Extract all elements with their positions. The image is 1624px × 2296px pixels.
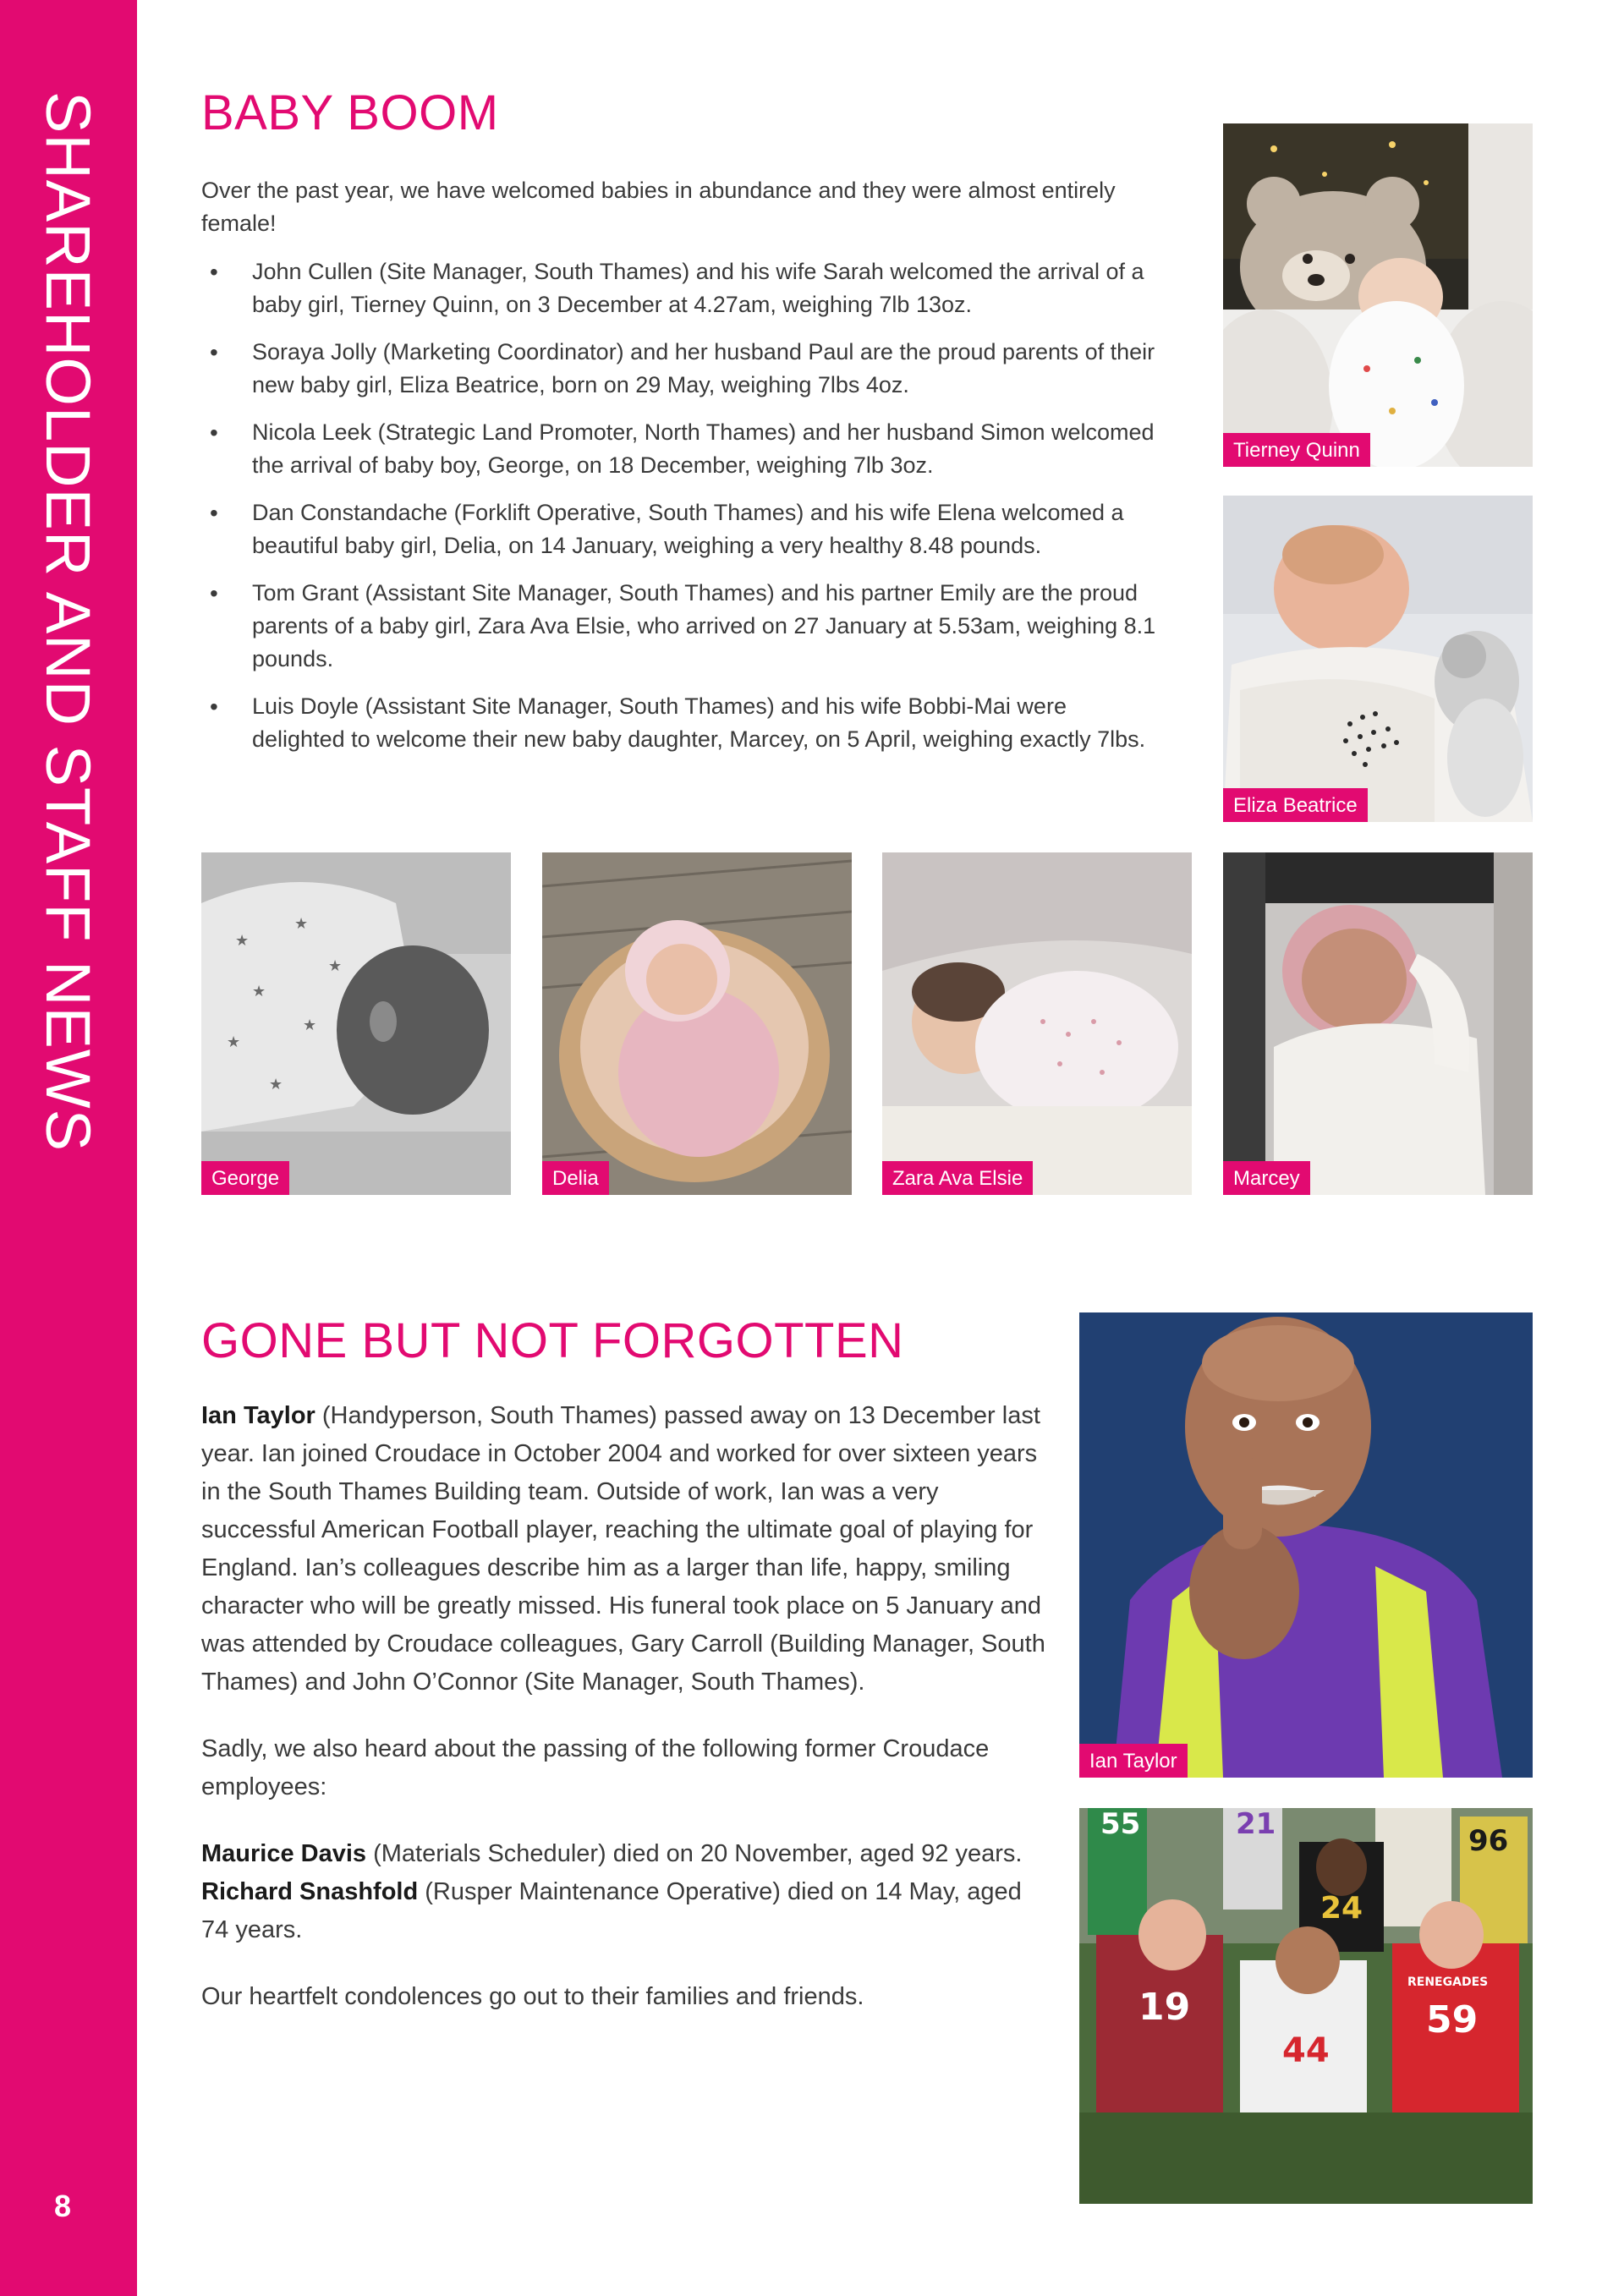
baby-george-image — [201, 852, 511, 1195]
list-item: • John Cullen (Site Manager, South Thames) and his wife Sarah welcomed the arrival of a baby girl, Tierney Quinn, on 3 December at 4.27am, weighing 7lb 13oz. — [201, 255, 1161, 321]
baby-zara-image — [882, 852, 1192, 1195]
photo-caption: Marcey — [1223, 1161, 1310, 1195]
photo-eliza-beatrice — [1223, 496, 1533, 822]
svg-text:★: ★ — [294, 915, 309, 932]
photo-tierney-quinn — [1223, 123, 1533, 467]
photo-george — [201, 852, 511, 1195]
baby-sleeping-image — [1223, 496, 1533, 822]
baby-boom-heading: BABY BOOM — [201, 85, 499, 140]
list-item: • Soraya Jolly (Marketing Coordinator) and her husband Paul are the proud parents of their new baby girl, Eliza Beatrice, born on 29 May, weighing 7lbs 4oz. — [201, 336, 1161, 402]
svg-text:★: ★ — [303, 1016, 317, 1033]
gone-text — [201, 1397, 1047, 2045]
baby-list — [201, 255, 1161, 756]
richard-snashfold-name: Richard Snashfold — [201, 1878, 419, 1905]
list-item: • Tom Grant (Assistant Site Manager, South Thames) and his partner Emily are the proud parents of a baby girl, Zara Ava Elsie, who arrived on 27 January at 5.53am, weighing 8.1 pounds. — [201, 577, 1161, 676]
gone-heading: GONE BUT NOT FORGOTTEN — [201, 1313, 904, 1368]
maurice-davis-name: Maurice Davis — [201, 1840, 367, 1867]
richard-snashfold-text: (Rusper Maintenance Operative) died on 14 May, aged 74 years. — [201, 1878, 1022, 1943]
svg-text:★: ★ — [252, 983, 266, 1000]
condolences: Our heartfelt condolences go out to their families and friends. — [201, 1983, 864, 2010]
photo-caption: George — [201, 1161, 289, 1195]
photo-caption: Tierney Quinn — [1223, 433, 1370, 467]
list-item: • Luis Doyle (Assistant Site Manager, South Thames) and his wife Bobbi-Mai were delighted to welcome their new baby daughter, Marcey, on 5 April, weighing exactly 7lbs. — [201, 690, 1161, 756]
photo-caption: Eliza Beatrice — [1223, 788, 1368, 822]
jersey-number: 96 — [1468, 1824, 1509, 1858]
svg-text:★: ★ — [235, 932, 250, 949]
baby-delia-image — [542, 852, 852, 1195]
maurice-davis-text: (Materials Scheduler) died on 20 November, aged 92 years. — [366, 1840, 1023, 1867]
ian-taylor-text: (Handyperson, South Thames) passed away on 13 December last year. Ian joined Croudace in October 2004 and worked for over sixteen years in the South Thames Building team. Outside of work, Ian was a very successful American Football player, reaching the ultimate goal of playing for England. Ian’s colleagues describe him as a larger than life, happy, smiling character who will be greatly missed. His funeral took place on 5 January and was attended by Croudace colleagues, Gary Carroll (Building Manager, South Thames) and John O’Connor (Site Manager, South Thames). — [201, 1402, 1045, 1696]
jersey-number: 55 — [1100, 1808, 1141, 1841]
svg-text:★: ★ — [269, 1076, 283, 1093]
list-item: • Dan Constandache (Forklift Operative, South Thames) and his wife Elena welcomed a beautiful baby girl, Delia, on 14 January, weighing a very healthy 8.48 pounds. — [201, 496, 1161, 562]
jersey-number: 59 — [1426, 1998, 1479, 2041]
photo-football-team — [1079, 1808, 1533, 2204]
sidebar — [0, 0, 137, 2296]
photo-delia — [542, 852, 852, 1195]
baby-with-teddy-image — [1223, 123, 1533, 467]
photo-zara-ava-elsie — [882, 852, 1192, 1195]
ian-taylor-name: Ian Taylor — [201, 1402, 315, 1429]
former-employees-intro: Sadly, we also heard about the passing of the following former Croudace employees: — [201, 1735, 990, 1800]
photo-ian-taylor — [1079, 1312, 1533, 1778]
section-title: SHAREHOLDER AND STAFF NEWS — [33, 91, 103, 1153]
svg-text:★: ★ — [227, 1033, 241, 1050]
baby-marcey-image — [1223, 852, 1533, 1195]
photo-marcey — [1223, 852, 1533, 1195]
list-item: • Nicola Leek (Strategic Land Promoter, North Thames) and her husband Simon welcomed the arrival of baby boy, George, on 18 December, weighing 7lb 3oz. — [201, 416, 1161, 482]
photo-caption: Zara Ava Elsie — [882, 1161, 1033, 1195]
jersey-number: 19 — [1138, 1986, 1191, 2029]
jersey-team-name: RENEGADES — [1407, 1975, 1489, 1989]
photo-caption: Ian Taylor — [1079, 1744, 1188, 1778]
ian-taylor-thumbs-up-image — [1079, 1312, 1533, 1778]
jersey-number: 24 — [1320, 1891, 1363, 1926]
page-number: 8 — [54, 2189, 72, 2223]
ian-taylor-paragraph — [201, 1397, 1047, 1701]
jersey-number: 44 — [1282, 2031, 1330, 2070]
baby-boom-intro: Over the past year, we have welcomed babies in abundance and they were almost entirely female! — [201, 178, 1116, 236]
former-employees-list — [201, 1835, 1047, 1949]
baby-boom-text — [201, 174, 1161, 770]
american-football-team-image — [1079, 1808, 1533, 2204]
jersey-number: 21 — [1236, 1808, 1276, 1841]
svg-text:★: ★ — [328, 957, 343, 974]
photo-caption: Delia — [542, 1161, 609, 1195]
